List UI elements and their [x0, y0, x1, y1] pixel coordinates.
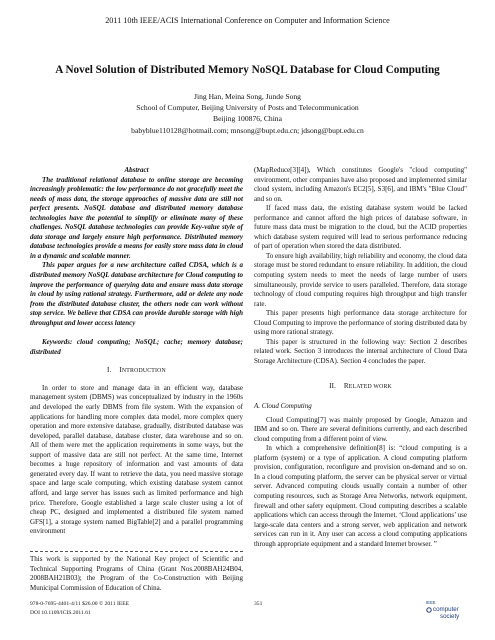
logo-line2: society: [440, 613, 460, 620]
keywords: Keywords: cloud computing; NoSQL; cache; memory database; distributed: [30, 338, 243, 356]
author-affiliation: School of Computer, Beijing University of Posts and Telecommunication: [136, 103, 359, 113]
right-column: [254, 166, 467, 549]
body-paragraph: This paper presents high performance data storage architecture for Cloud Computing to improve the performance of storing distributed data by using more rational strategy.: [254, 309, 467, 337]
abstract-paragraph: This paper argues for a new architecture called CDSA, which is a distributed memory NoSQL database architecture for Cloud computing to improve the performance of querying data and ensure mass data storage in cloud by using rational strategy. Furthermore, add or delete any node from the distributed database cluster, the others node can work without stop service. We believe that CDSA can provide durable storage with high throughput and lower access latency: [30, 261, 243, 327]
footnote-rule: [30, 551, 243, 552]
author-city: Beijing 100876, China: [213, 114, 282, 124]
author-names: Jing Han, Meina Song, Junde Song: [194, 92, 301, 101]
author-block: [0, 91, 495, 136]
society-mark-icon: [427, 608, 431, 612]
ieee-mark: IEEE: [426, 600, 436, 605]
body-paragraph: This paper is structured in the following way: Section 2 describes related work. Section 3 introduces the internal architecture of Cloud Data Storage Architecture (CDSA). Section 4 concludes the paper.: [254, 337, 467, 365]
subsection-heading-cloud-computing: A. Cloud Computing: [254, 402, 312, 411]
body-paragraph: Cloud Computing[7] was mainly proposed by Google, Amazon and IBM and so on. There are several definitions currently, and each described cloud computing from a different point of view.: [254, 415, 467, 443]
logo-line1: computer: [433, 606, 459, 613]
abstract-paragraph: The traditional relational database to online storage are becoming increasingly problematic: the low performance do not gracefully meet the needs of mass data, the storage approaches of massive data are still not perfect presents. NoSQL database and distributed memory database technologies have the potential to simplify or eliminate many of these challenges. NoSQL database technologies can provide Key-value style of data storage and largely ensure high performance. Distributed memory database technologies provide a means for easily store mass data in cloud in a dynamic and scalable manner.: [30, 175, 243, 260]
footnote: This work is supported by the National Key project of Scientific and Technical Supporting Programs of China (Grant Nos.2008BAH24B04, 2008BAH21B03); the Program of the Co-Construction with Beijing Municipal Commission of Education of China.: [30, 555, 243, 592]
body-paragraph: (MapReduce[3][4]), Which constitutes Google's "cloud computing" environment, other companies have also proposed and implemented similar cloud system, including Amazon's EC2[5], S3[6], and IBM's "Blue Cloud" and so on.: [254, 166, 467, 203]
section-heading-related-work: II. RELATED WORK: [329, 382, 392, 391]
section-heading-introduction: I. INTRODUCTION: [107, 366, 166, 375]
body-paragraph: In which a comprehensive definition[8] is: “cloud computing is a platform (system) or a type of application. A cloud computing platform provision, configuration, reconfigure and provision on-demand and so on. In a cloud computing platform, the server can be physical server or virtual server. Advanced computing clouds usually contain a number of other computing resources, such as Storage Area Networks, network equipment, firewall and other safety equipment. Cloud computing describes a scalable applications which can access through the Internet. ‘Cloud applications’ use large-scale data centers and a strong server, web application and network services can run in it. Any user can access a cloud computing applications through appropriate equipment and a standard Internet browser. ”: [254, 444, 467, 548]
author-emails: babyblue110128@hotmail.com; mnsong@bupt.edu.cn; jdsong@bupt.edu.cn: [131, 125, 364, 135]
body-paragraph: In order to store and manage data in an efficient way, database management system (DBMS) was conceptualized by industry in the 1960s and developed the early DBMS from file system. With the expansion of applications for handling more complex data model, more complex query operation and more extensive database, gradually, distributed database was developed, parallel database, database cluster, data warehouse and so on. All of them were met the application requirements in some ways, but the support of massive data are still not perfect. At the same time, Internet becomes a huge repository of information and vast amounts of data generated every day. If want to retrieve the data, you need massive storage space and large scale computing, which existing database system cannot afford, and large server has issues such as limited performance and high price. Therefore, Google established a large scale cluster using a lot of cheap PC, designed and implemented a distributed file system named GFS[1], a storage system named BigTable[2] and a parallel programming environment: [30, 383, 243, 536]
body-paragraph: To ensure high availability, high reliability and economy, the cloud data storage must be stored redundant to ensure reliability. In addition, the cloud computing system needs to meet the needs of large number of users simultaneously, provide service to users paralleled. Therefore, data storage technology of cloud computing requires high throughput and high transfer rate.: [254, 251, 467, 308]
paper-title: A Novel Solution of Distributed Memory NoSQL Database for Cloud Computing: [55, 64, 440, 76]
doi-line: DOI 10.1109/ICIS.2011.61: [30, 610, 91, 616]
body-paragraph: If faced mass data, the existing database system would be lacked performance and cannot afford the high prices of database software, in future mass data must be migration to the cloud, but the ACID properties which database system required will lead to serious performance reducing of part of operation when stored the data distributed.: [254, 204, 467, 251]
computer-society-logo: [420, 598, 468, 620]
page-number: 351: [254, 601, 263, 607]
conference-header: 2011 10th IEEE/ACIS International Conference on Computer and Information Science: [105, 16, 390, 25]
abstract-heading: Abstract: [124, 166, 149, 174]
isbn-line: 978-0-7695-4401-4/11 $26.00 © 2011 IEEE: [30, 601, 130, 607]
left-column: [30, 166, 243, 593]
